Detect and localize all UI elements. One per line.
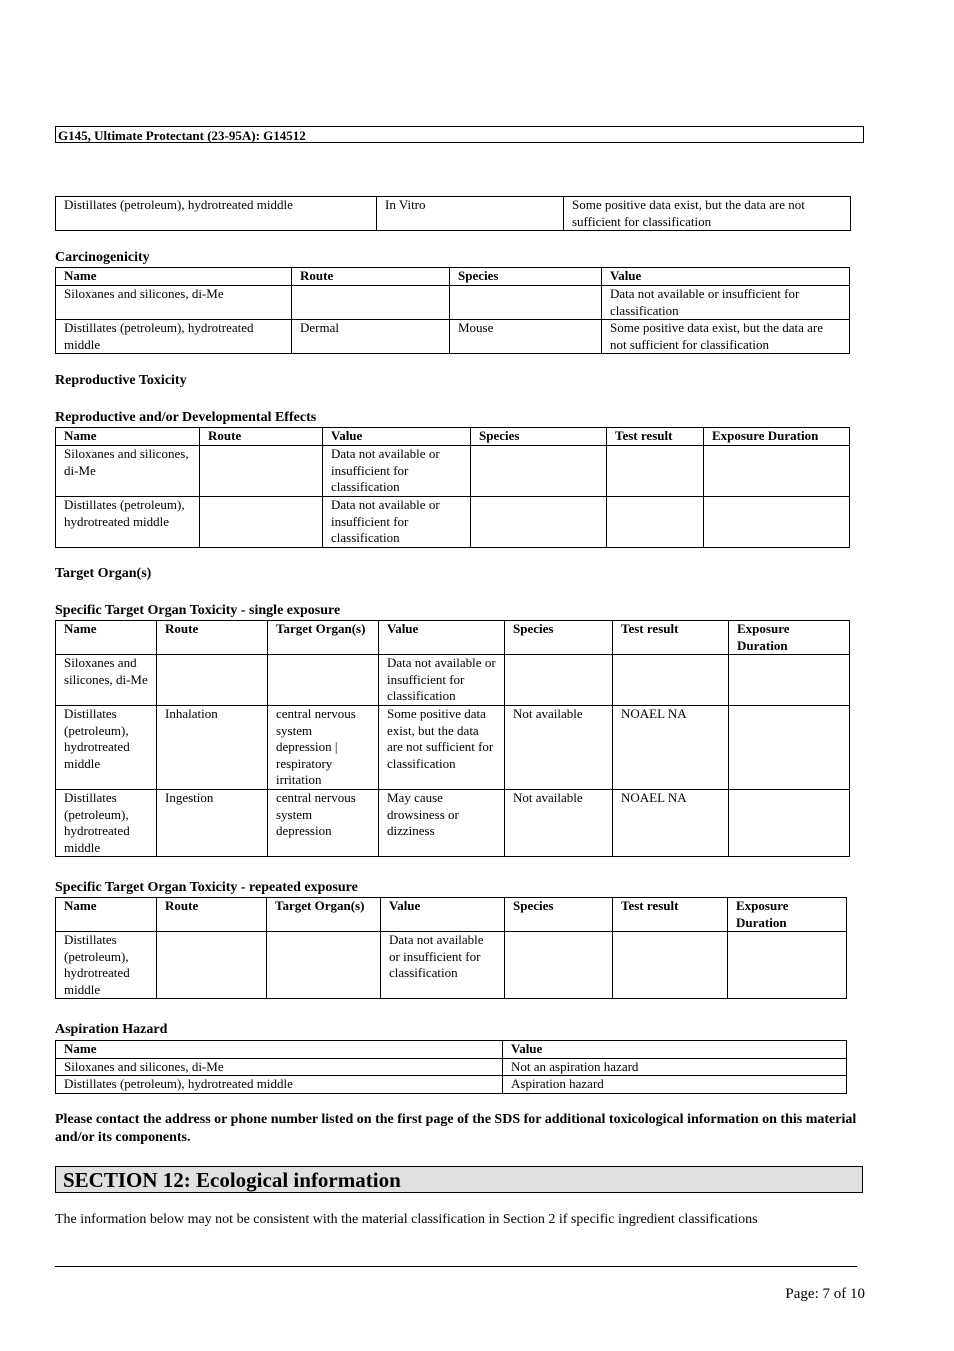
column-header: Route [292,268,450,286]
table-cell: Data not available or insufficient for classification [323,446,471,497]
table-cell [505,655,613,706]
column-header: Value [381,898,505,932]
table-cell: Data not available or insufficient for classification [379,655,505,706]
table-cell [157,655,268,706]
table-row [56,790,850,857]
table-cell: Ingestion [157,790,268,857]
carcinogenicity-title: Carcinogenicity [55,250,150,265]
product-header: G145, Ultimate Protectant (23-95A): G14512 [55,126,864,143]
table-cell: Distillates (petroleum), hydrotreated middle [56,932,157,999]
table-cell [200,497,323,548]
table-row [56,197,851,231]
column-header: Name [56,268,292,286]
table-row [56,1076,847,1094]
table-cell [704,446,850,497]
stot-repeated-table [55,897,847,999]
section-12-intro: The information below may not be consistent with the material classification in Section 2 if specific ingredient classifications [55,1212,758,1227]
column-header: Route [157,898,267,932]
column-header: Species [505,621,613,655]
table-row [56,320,850,354]
column-header: Exposure Duration [729,621,850,655]
table-cell: central nervous system depression [268,790,379,857]
column-header: Target Organ(s) [267,898,381,932]
table-cell: Mouse [450,320,602,354]
column-header: Route [157,621,268,655]
table-cell: Distillates (petroleum), hydrotreated middle [56,706,157,790]
table-cell: Distillates (petroleum), hydrotreated middle [56,497,200,548]
table-cell: Siloxanes and silicones, di-Me [56,655,157,706]
table-cell: Not an aspiration hazard [503,1058,847,1076]
column-header: Value [323,428,471,446]
target-organs-title: Target Organ(s) [55,566,152,581]
table-cell [292,286,450,320]
table-cell: NOAEL NA [613,790,729,857]
stot-single-title: Specific Target Organ Toxicity - single exposure [55,603,341,618]
table-cell: Inhalation [157,706,268,790]
table-cell [267,932,381,999]
table-header-row [56,898,847,932]
table-cell [729,790,850,857]
table-cell: Some positive data exist, but the data are not sufficient for classification [379,706,505,790]
table-cell: NOAEL NA [613,706,729,790]
column-header: Exposure Duration [704,428,850,446]
column-header: Species [505,898,613,932]
aspiration-title: Aspiration Hazard [55,1022,168,1037]
page-number: Page: 7 of 10 [785,1286,865,1302]
table-header-row [56,621,850,655]
table-cell [607,446,704,497]
table-cell: central nervous system depression | respiratory irritation [268,706,379,790]
table-cell: May cause drowsiness or dizziness [379,790,505,857]
table-cell: Data not available or insufficient for classification [323,497,471,548]
table-cell: Data not available or insufficient for classification [602,286,850,320]
column-header: Name [56,621,157,655]
table-cell: Dermal [292,320,450,354]
table-cell [450,286,602,320]
table-cell: Not available [505,790,613,857]
column-header: Value [602,268,850,286]
table-cell: Distillates (petroleum), hydrotreated middle [56,320,292,354]
table-cell: Not available [505,706,613,790]
aspiration-table [55,1040,847,1094]
table-row [56,1058,847,1076]
table-row [56,655,850,706]
column-header: Value [503,1041,847,1059]
table-row [56,706,850,790]
column-header: Value [379,621,505,655]
table-row [56,286,850,320]
column-header: Test result [607,428,704,446]
reproductive-table [55,427,850,548]
table-cell [704,497,850,548]
footer-divider [55,1266,857,1267]
table-row [56,932,847,999]
table-cell: Distillates (petroleum), hydrotreated middle [56,790,157,857]
table-cell: Aspiration hazard [503,1076,847,1094]
table-cell: Siloxanes and silicones, di-Me [56,286,292,320]
column-header: Exposure Duration [728,898,847,932]
table-row [56,497,850,548]
column-header: Name [56,898,157,932]
table-cell [607,497,704,548]
table-cell [613,932,728,999]
table-cell: Distillates (petroleum), hydrotreated middle [56,197,377,231]
table-cell: Some positive data exist, but the data are not sufficient for classification [564,197,851,231]
column-header: Target Organ(s) [268,621,379,655]
section-12-heading: SECTION 12: Ecological information [55,1166,863,1193]
continued-table [55,196,851,231]
table-cell [157,932,267,999]
table-cell: In Vitro [377,197,564,231]
table-cell [505,932,613,999]
column-header: Species [471,428,607,446]
table-cell [728,932,847,999]
column-header: Name [56,1041,503,1059]
reproductive-toxicity-title: Reproductive Toxicity [55,373,187,388]
column-header: Test result [613,898,728,932]
table-cell [471,497,607,548]
reproductive-effects-title: Reproductive and/or Developmental Effects [55,410,317,425]
column-header: Test result [613,621,729,655]
column-header: Species [450,268,602,286]
table-cell [729,655,850,706]
table-cell: Data not available or insufficient for classification [381,932,505,999]
table-header-row [56,268,850,286]
table-cell: Some positive data exist, but the data are not sufficient for classification [602,320,850,354]
column-header: Route [200,428,323,446]
table-cell [613,655,729,706]
table-cell [729,706,850,790]
table-header-row [56,428,850,446]
table-cell: Siloxanes and silicones, di-Me [56,446,200,497]
contact-note: Please contact the address or phone number listed on the first page of the SDS for additional toxicological information on this material and/or its components. [55,1112,857,1145]
table-cell [471,446,607,497]
column-header: Name [56,428,200,446]
carcinogenicity-table [55,267,850,354]
table-header-row [56,1041,847,1059]
table-cell: Siloxanes and silicones, di-Me [56,1058,503,1076]
stot-single-table [55,620,850,857]
stot-repeated-title: Specific Target Organ Toxicity - repeated exposure [55,880,358,895]
table-row [56,446,850,497]
table-cell [268,655,379,706]
table-cell [200,446,323,497]
table-cell: Distillates (petroleum), hydrotreated middle [56,1076,503,1094]
